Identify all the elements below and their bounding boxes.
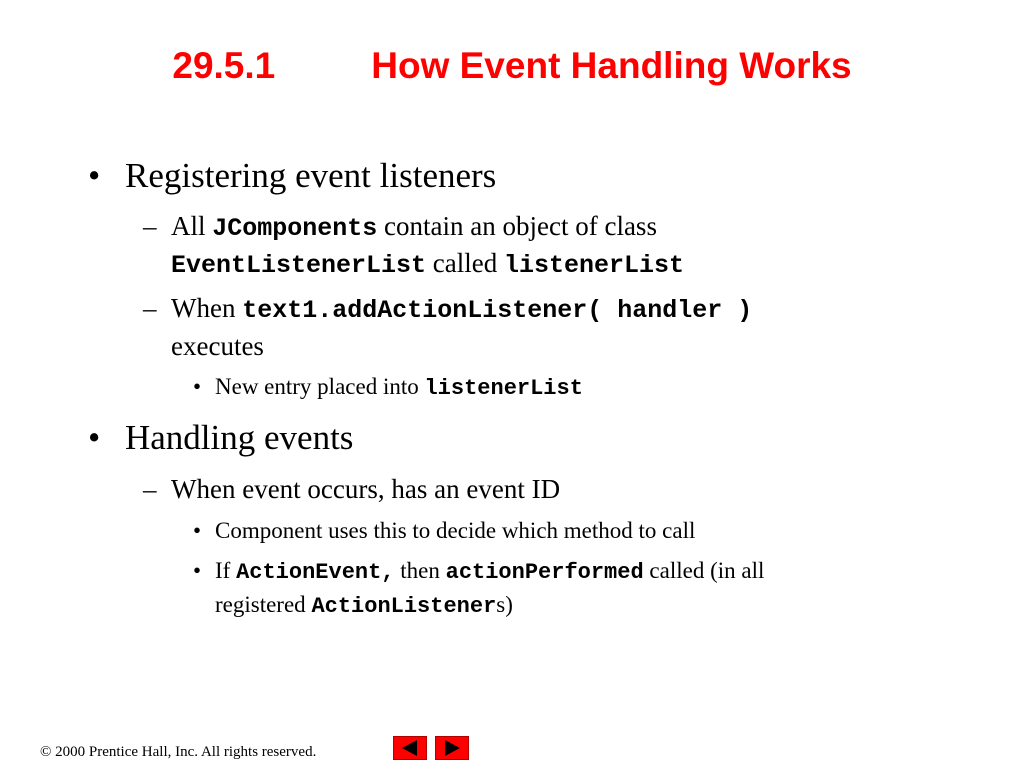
text-called: called (432, 248, 498, 278)
dash-marker: – (143, 211, 157, 241)
sub-bullet-when-line1 (171, 292, 752, 327)
bullet-registering: Registering event listeners (125, 156, 497, 195)
sub-bullet-when-line2: executes (171, 331, 264, 361)
slide-title (0, 44, 1024, 88)
text-new-entry: New entry placed into (215, 374, 419, 399)
sub-sub-bullet-actionevent-line1 (215, 557, 764, 587)
text-all: All (171, 211, 206, 241)
bullet-handling: Handling events (125, 418, 354, 457)
code-jcomponents: JComponents (212, 214, 378, 243)
next-slide-button[interactable] (435, 736, 469, 760)
code-listenerlist: listenerList (504, 251, 685, 280)
text-then: then (400, 558, 440, 583)
text-called-in-all: called (in all (649, 558, 765, 583)
section-number: 29.5.1 (172, 45, 276, 86)
bullet-marker-small: • (193, 374, 202, 399)
bullet-marker-small: • (193, 518, 202, 543)
code-eventlistenerlist: EventListenerList (171, 251, 427, 280)
sub-bullet-jcomponents-line1 (171, 210, 657, 245)
sub-sub-bullet-new-entry (215, 373, 583, 403)
text-when: When (171, 293, 236, 323)
bullet-marker: • (88, 156, 101, 195)
dash-marker: – (143, 474, 157, 504)
code-actionperformed: actionPerformed (445, 560, 644, 585)
sub-bullet-jcomponents-line2 (171, 247, 684, 282)
bullet-marker-small: • (193, 558, 202, 583)
text-registered: registered (215, 592, 306, 617)
code-listenerlist-2: listenerList (424, 376, 583, 401)
left-arrow-icon (394, 737, 426, 759)
sub-sub-bullet-actionevent-line2 (215, 591, 513, 621)
text-s-paren: s) (496, 592, 513, 617)
sub-bullet-event-occurs: When event occurs, has an event ID (171, 474, 561, 504)
code-actionlistener: ActionListener (311, 594, 497, 619)
copyright-footer: © 2000 Prentice Hall, Inc. All rights reserved. (40, 744, 317, 760)
code-addactionlistener: text1.addActionListener( handler ) (242, 296, 753, 325)
text-if: If (215, 558, 231, 583)
sub-sub-bullet-component: Component uses this to decide which method to call (215, 518, 696, 543)
right-arrow-icon (436, 737, 468, 759)
code-actionevent: ActionEvent, (236, 560, 395, 585)
previous-slide-button[interactable] (393, 736, 427, 760)
title-text: How Event Handling Works (371, 45, 852, 86)
text-contain: contain an object of class (384, 211, 657, 241)
bullet-marker: • (88, 418, 101, 457)
dash-marker: – (143, 293, 157, 323)
